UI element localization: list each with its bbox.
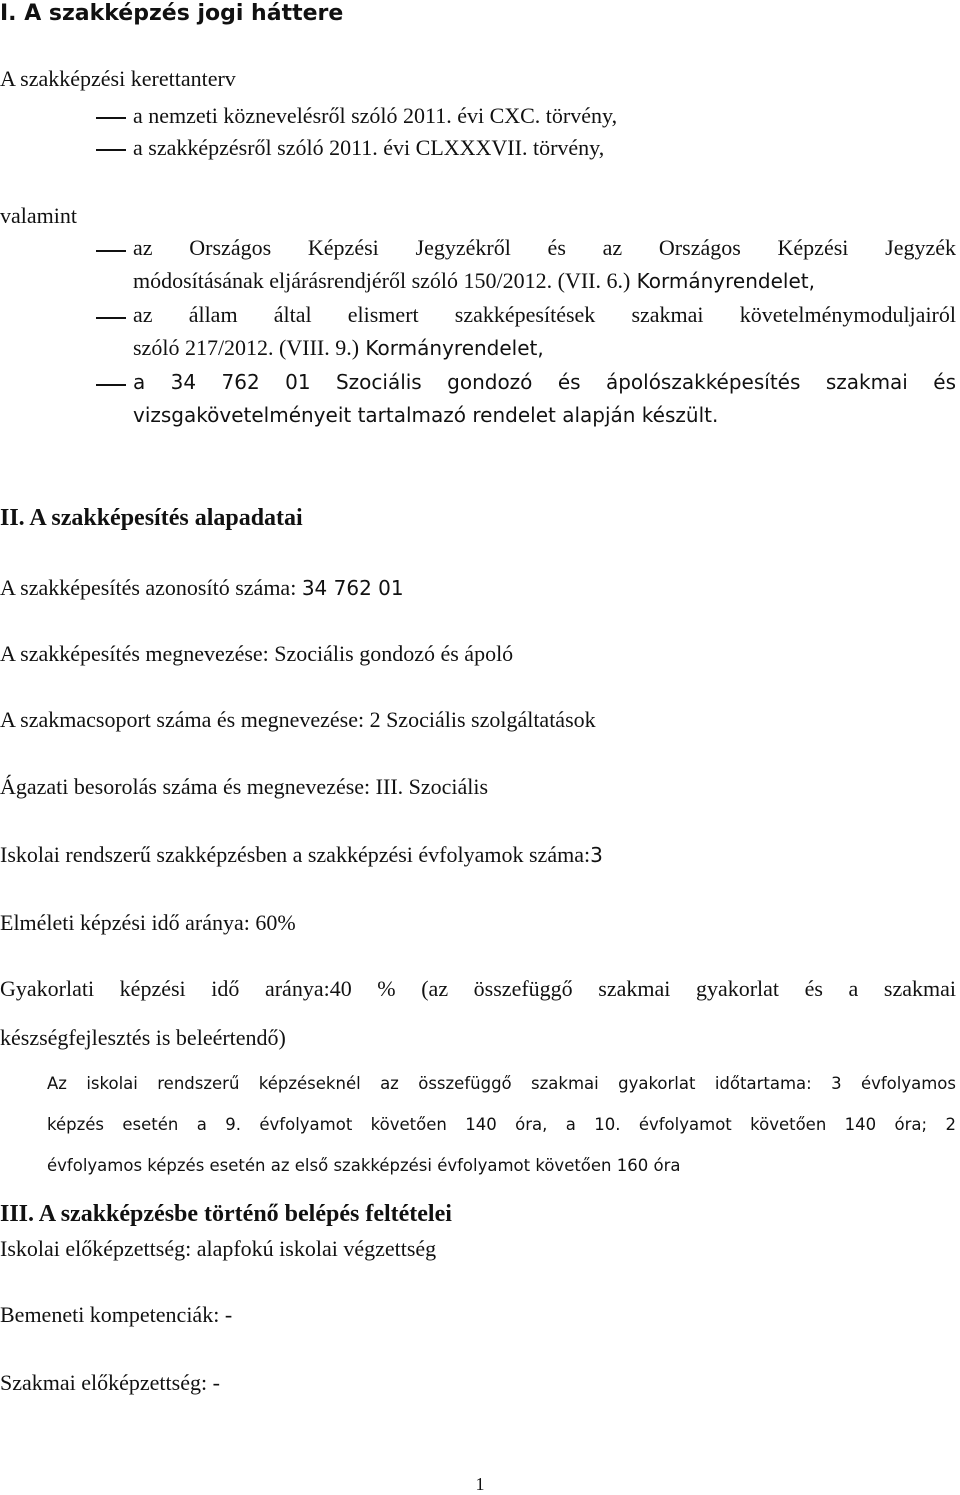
sector-row: Ágazati besorolás száma és megnevezése: III. Szociális	[0, 774, 489, 799]
prior-education-row: Iskolai előképzettség: alapfokú iskolai végzettség	[0, 1236, 437, 1261]
list-dash	[96, 117, 126, 119]
section-1-intro: A szakképzési kerettanterv	[0, 66, 236, 91]
qualification-id-value: 34 762 01	[301, 576, 404, 600]
practice-ratio-line-1: Gyakorlati képzési idő aránya:40 % (az összefüggő szakmai gyakorlat és a szakmai	[0, 976, 956, 1001]
practice-note-line-2: képzés esetén a 9. évfolyamot követően 140 óra, a 10. évfolyamot követően 140 óra; 2	[47, 1115, 956, 1134]
practice-note-line-1: Az iskolai rendszerű képzéseknél az összefüggő szakmai gyakorlat időtartama: 3 évfolyamos	[47, 1074, 956, 1093]
page-number: 1	[475, 1474, 485, 1494]
years-row: Iskolai rendszerű szakképzésben a szakképzési évfolyamok száma:3	[0, 842, 603, 867]
decree-2-line-1: az állam által elismert szakképesítések szakmai követelménymoduljairól	[133, 302, 956, 327]
list-dash	[96, 149, 126, 151]
decree-3-line-1: a 34 762 01 Szociális gondozó és ápolószakképesítés szakmai és	[133, 370, 956, 394]
professional-prior-row: Szakmai előképzettség: -	[0, 1370, 220, 1395]
law-item-2: a szakképzésről szóló 2011. évi CLXXXVII. törvény,	[133, 135, 605, 160]
theory-ratio-row: Elméleti képzési idő aránya: 60%	[0, 910, 296, 935]
section-2-heading: II. A szakképesítés alapadatai	[0, 505, 303, 531]
list-dash	[96, 384, 126, 386]
decree-2-line-2: szóló 217/2012. (VIII. 9.) Kormányrendelet,	[133, 335, 544, 360]
input-competencies-row: Bemeneti kompetenciák: -	[0, 1302, 233, 1327]
group-row: A szakmacsoport száma és megnevezése: 2 Szociális szolgáltatások	[0, 707, 596, 732]
decree-1-line-2: módosításának eljárásrendjéről szóló 150/2012. (VII. 6.) Kormányrendelet,	[133, 268, 815, 293]
valamint-text: valamint	[0, 203, 77, 228]
law-item-1: a nemzeti köznevelésről szóló 2011. évi CXC. törvény,	[133, 103, 618, 128]
practice-ratio-line-2: készségfejlesztés is beleértendő)	[0, 1025, 286, 1050]
section-3-heading: III. A szakképzésbe történő belépés feltételei	[0, 1201, 452, 1227]
list-dash	[96, 317, 126, 319]
years-value: 3	[590, 843, 603, 867]
qualification-name-row: A szakképesítés megnevezése: Szociális gondozó és ápoló	[0, 641, 514, 666]
practice-note-line-3: évfolyamos képzés esetén az első szakképzési évfolyamot követően 160 óra	[47, 1156, 681, 1175]
decree-3-line-2: vizsgakövetelményeit tartalmazó rendelet alapján készült.	[133, 403, 719, 427]
decree-1-line-1: az Országos Képzési Jegyzékről és az Országos Képzési Jegyzék	[133, 235, 956, 260]
list-dash	[96, 250, 126, 252]
qualification-id-row: A szakképesítés azonosító száma: 34 762 01	[0, 575, 404, 600]
section-1-heading: I. A szakképzés jogi háttere	[0, 1, 344, 26]
